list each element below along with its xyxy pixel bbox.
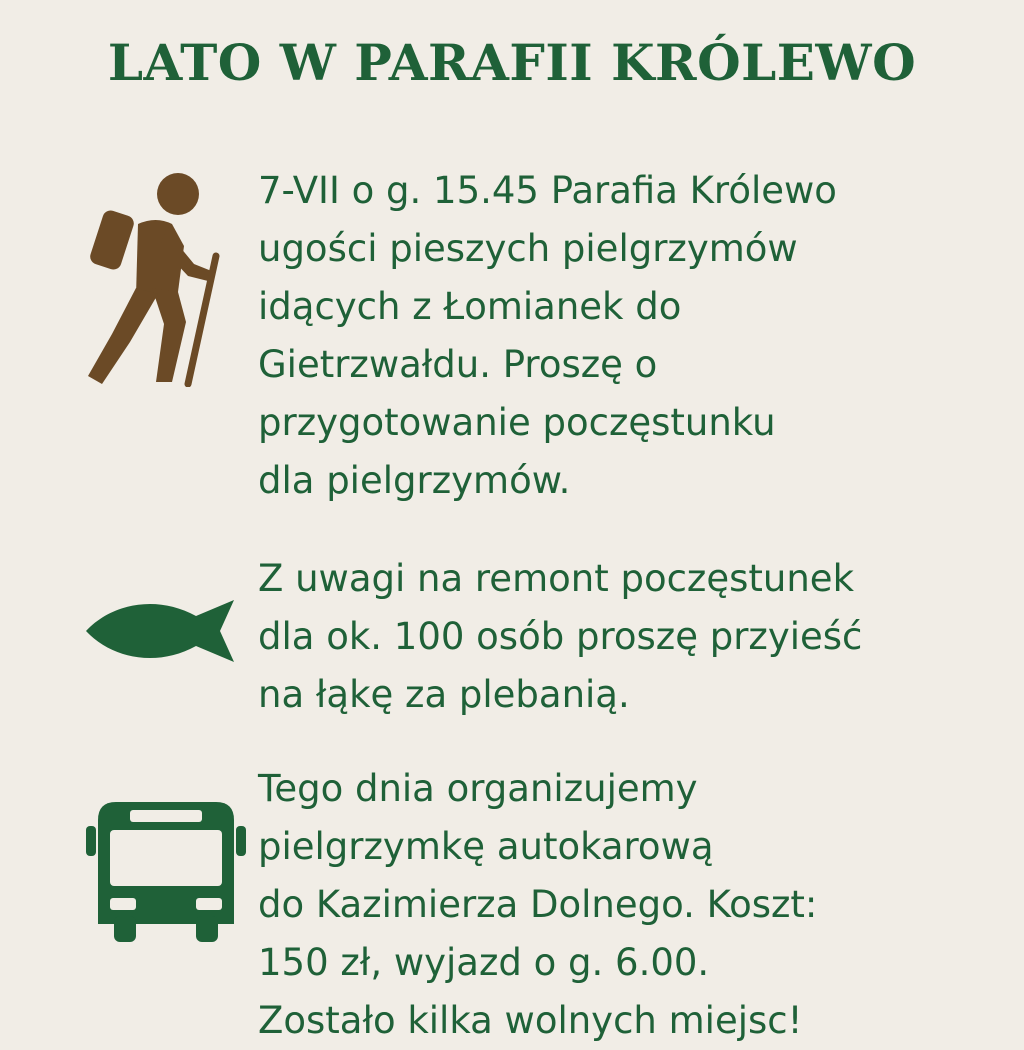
text-line: 150 zł, wyjazd o g. 6.00. [258, 941, 710, 984]
text-line: Tego dnia organizujemy [258, 767, 698, 810]
text-line: do Kazimierza Dolnego. Koszt: [258, 883, 818, 926]
bus-trip-text [258, 760, 1008, 1050]
fish-icon [86, 598, 238, 664]
pilgrims-text [258, 162, 1008, 510]
text-line: dla ok. 100 osób proszę przyieść [258, 615, 863, 658]
text-line: Z uwagi na remont poczęstunek [258, 557, 854, 600]
page-title: LATO W PARAFII KRÓLEWO [107, 33, 917, 92]
text-line: idących z Łomianek do [258, 285, 682, 328]
bus-icon [86, 798, 246, 944]
text-line: na łąkę za plebanią. [258, 673, 630, 716]
text-line: dla pielgrzymów. [258, 459, 571, 502]
pilgrims-section [0, 160, 1024, 510]
text-line: pielgrzymkę autokarową [258, 825, 714, 868]
text-line: 7-VII o g. 15.45 Parafia Królewo [258, 169, 837, 212]
text-line: Gietrzwałdu. Proszę o [258, 343, 658, 386]
hiker-icon [86, 172, 226, 387]
text-line: ugości pieszych pielgrzymów [258, 227, 798, 270]
text-line: Zostało kilka wolnych miejsc! [258, 999, 803, 1042]
feast-section [0, 550, 1024, 730]
feast-text [258, 550, 1008, 724]
text-line: przygotowanie poczęstunku [258, 401, 776, 444]
bus-trip-section [0, 760, 1024, 1042]
